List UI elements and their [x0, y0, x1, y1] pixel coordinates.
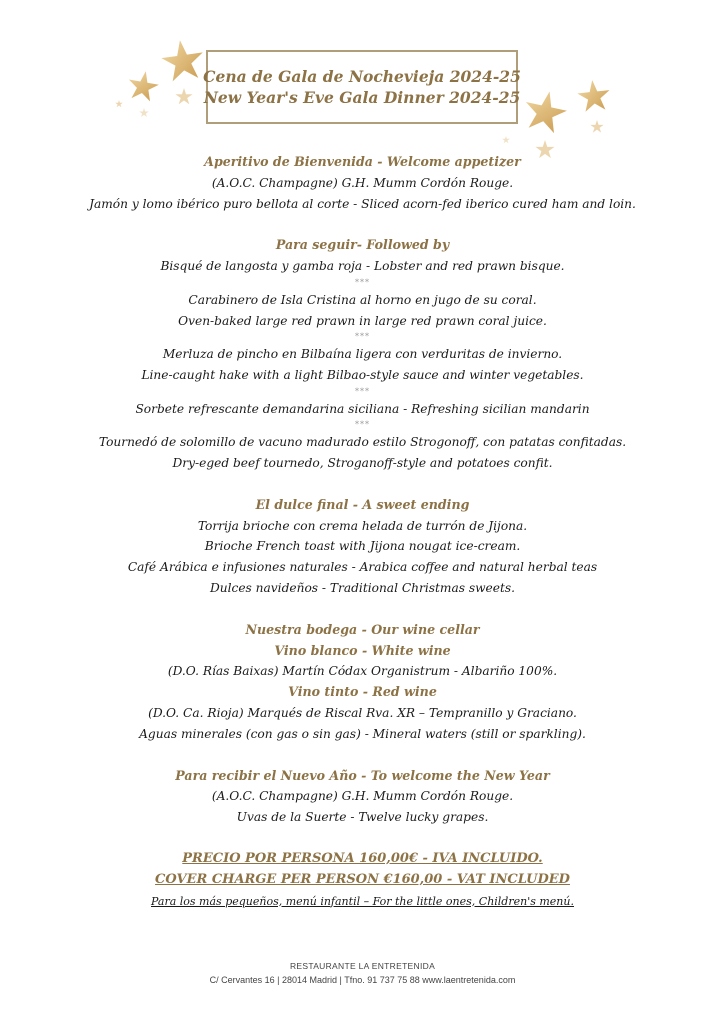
star-icon: [115, 100, 123, 107]
star-icon: [175, 88, 192, 104]
menu-item: Café Arábica e infusiones naturales - Arabica coffee and natural herbal teas: [127, 560, 598, 575]
menu-item: Brioche French toast with Jijona nougat ice-cream.: [204, 539, 521, 554]
title-spanish: Cena de Gala de Nochevieja 2024-25: [203, 67, 521, 86]
course-separator: ***: [355, 420, 370, 430]
menu-item: Torrija brioche con crema helada de turrón de Jijona.: [197, 518, 528, 533]
subheading-red-wine: Vino tinto - Red wine: [288, 684, 437, 700]
price-spanish: PRECIO POR PERSONA 160,00€ - IVA INCLUIDO.: [182, 850, 543, 866]
course-separator: ***: [355, 386, 370, 396]
star-icon: [126, 69, 161, 103]
price-english: COVER CHARGE PER PERSON €160,00 - VAT INCLUDED: [155, 871, 570, 887]
menu-body: [0, 152, 725, 911]
subheading-white-wine: Vino blanco - White wine: [274, 642, 451, 658]
menu-item: Line-caught hake with a light Bilbao-style sauce and winter vegetables.: [141, 367, 584, 382]
course-separator: ***: [355, 277, 370, 287]
restaurant-name: RESTAURANTE LA ENTRETENIDA: [289, 961, 436, 971]
menu-item: Oven-baked large red prawn in large red prawn coral juice.: [178, 313, 547, 328]
menu-item: Bisqué de langosta y gamba roja - Lobster and red prawn bisque.: [160, 259, 565, 274]
course-separator: ***: [355, 332, 370, 342]
menu-item: Dulces navideños - Traditional Christmas sweets.: [210, 580, 515, 595]
title-english: New Year's Eve Gala Dinner 2024-25: [203, 88, 521, 107]
menu-item: Jamón y lomo ibérico puro bellota al corte - Sliced acorn-fed iberico cured ham and loin.: [89, 196, 636, 211]
section-heading-aperitivo: Aperitivo de Bienvenida - Welcome appetizer: [204, 154, 521, 169]
menu-item: (A.O.C. Champagne) G.H. Mumm Cordón Rouge.: [211, 175, 514, 190]
title-frame: [203, 50, 521, 124]
childrens-menu-note: Para los más pequeños, menú infantil – For the little ones, Children's menú.: [151, 894, 574, 908]
menu-item: Carabinero de Isla Cristina al horno en jugo de su coral.: [188, 292, 537, 307]
restaurant-address: C/ Cervantes 16 | 28014 Madrid | Tfno. 91 737 75 88 www.laentretenida.com: [209, 975, 516, 985]
star-icon: [139, 108, 149, 117]
section-heading-seguir: Para seguir- Followed by: [275, 237, 450, 253]
menu-item: Tournedó de solomillo de vacuno madurado estilo Strogonoff, con patatas confitadas.: [98, 435, 627, 450]
menu-item: Merluza de pincho en Bilbaína ligera con verduritas de invierno.: [162, 347, 563, 362]
menu-item: Sorbete refrescante demandarina siciliana - Refreshing sicilian mandarin: [135, 401, 590, 416]
footer: [0, 960, 725, 987]
menu-item: Aguas minerales (con gas o sin gas) - Mineral waters (still or sparkling).: [139, 726, 586, 741]
menu-item: (D.O. Ca. Rioja) Marqués de Riscal Rva. XR – Tempranillo y Graciano.: [148, 705, 577, 720]
section-heading-nuevo-ano: Para recibir el Nuevo Año - To welcome the New Year: [175, 767, 550, 783]
menu-item: (D.O. Rías Baixas) Martín Códax Organistrum - Albariño 100%.: [167, 664, 558, 679]
menu-item: Dry-eged beef tournedo, Stroganoff-style and potatoes confit.: [172, 455, 553, 470]
star-icon: [159, 37, 206, 82]
menu-item: (A.O.C. Champagne) G.H. Mumm Cordón Rouge.: [211, 789, 514, 804]
section-heading-bodega: Nuestra bodega - Our wine cellar: [245, 621, 480, 637]
section-heading-dulce: El dulce final - A sweet ending: [255, 496, 470, 512]
star-icon: [502, 136, 510, 143]
menu-item: Uvas de la Suerte - Twelve lucky grapes.: [236, 810, 489, 825]
star-icon: [576, 78, 611, 112]
star-icon: [521, 87, 570, 135]
star-icon: [590, 120, 603, 133]
